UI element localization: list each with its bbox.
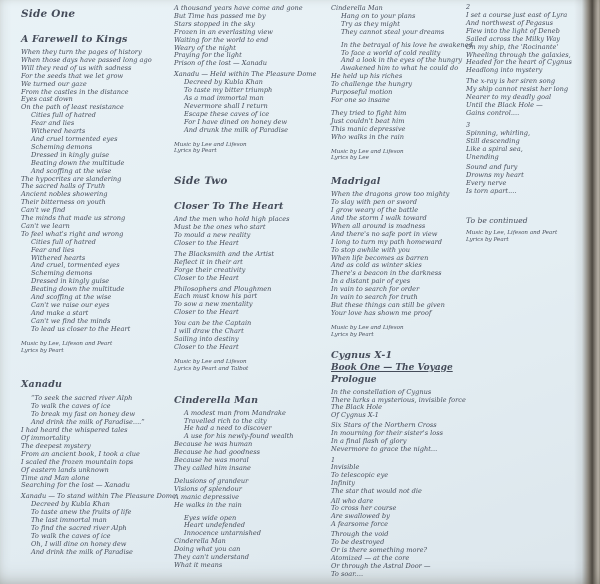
lyric-line: Cities full of hatred [31,237,96,246]
lyrics-column-3 [331,5,473,579]
lyric-line: When all around is madness [331,221,426,230]
lyric-line: Your love has shown me proof [331,308,432,317]
lyric-line: “To seek the sacred river Alph [31,394,133,403]
lyric-line: I scaled the frozen mountain tops [21,457,134,466]
lyric-line: The hypocrites are slandering [21,174,122,183]
stanza [174,320,316,352]
lyric-line: The x-ray is her siren song [466,77,556,86]
stanza [331,389,473,421]
lyric-line: They cannot steal your dreams [341,27,445,36]
lyric-line: Their bitterness on youth [21,198,106,207]
lyric-line: Can't we find [21,206,66,215]
lyric-line: There's a beacon in the darkness [331,269,442,278]
song-title-cinderella-man: Cinderella Man [174,394,259,406]
lyric-line: Flew into the light of Deneb [466,26,560,35]
lyric-line: And the men who hold high places [174,215,290,224]
lyric-line: To mould a new reality [174,231,251,240]
credit-line: Lyrics by Peart and Talbot [174,365,249,372]
lyric-line: And there's no safe port in view [331,229,438,238]
lyric-line: For I have dined on honey dew [184,117,288,126]
lyric-line: Beating down the multitude [31,158,125,167]
lyric-line: Can't we raise our eyes [31,301,110,309]
lyric-line: What it means [174,560,223,569]
stanza [331,498,473,530]
lyric-line: The deepest mystery [21,441,91,450]
lyric-line: And scoffing at the wise [31,293,112,302]
lyric-line: Waiting for the world to end [174,35,269,44]
song-title-madrigal: Madrigal [331,176,381,188]
lyric-line: From an ancient book, I took a clue [21,449,140,458]
to-be-continued-note: To be continued [466,216,528,226]
lyrics-column-1 [21,8,176,557]
lyric-line: But these things can still be given [331,301,445,309]
lyric-line: This manic depressive [331,124,406,133]
credit-line: Music by Lee and Lifeson [331,148,404,155]
lyric-line: When they turn the pages of history [21,48,142,56]
lyric-line: There lurks a mysterious, invisible force [331,395,466,404]
lyric-line: In mourning for their sister's loss [331,429,444,438]
lyric-line: Of eastern lands unknown [21,465,109,474]
lyric-line: Are swallowed by [331,512,390,521]
lyric-line: Atomized — at the core [331,553,410,562]
lyric-line: To stop awhile with you [331,245,410,254]
credit-line: Music by Lee and Lifeson [174,358,247,365]
lyric-line: And drunk the milk of Paradise [184,125,289,134]
lyric-line: And drink the milk of Paradise....” [31,418,145,427]
lyric-line: Every nerve [466,179,507,188]
lyric-line: Like a spiral sea, [466,144,523,153]
lyric-line: Fear and lies [31,119,75,128]
lyric-line: For one so insane [331,95,390,104]
lyric-line: They can't understand [174,553,249,562]
lyric-line: Infinity [331,478,355,487]
lyric-line: I set a course just east of Lyra [466,11,568,19]
lyric-line: In vain to search for truth [331,293,418,302]
credits-block [331,325,473,339]
credits-block [174,142,316,156]
lyric-line: In the constellation of Cygnus [331,387,432,396]
lyric-line: Spinning, whirling, [466,128,531,137]
lyric-line: And cruel tormented eyes [31,134,118,143]
lyric-line: Cinderella Man [331,4,383,12]
lyric-line: Of immortality [21,433,70,442]
stanza [21,49,176,112]
lyric-line: A use for his newly-found wealth [184,432,294,441]
song-title-closer-to-the-heart: Closer To The Heart [174,201,284,213]
credit-line: Music by Lee and Lifeson [174,141,247,148]
stanza [174,538,316,570]
lyric-line: A fearsome force [331,520,389,529]
lyric-line: Eyes cast down [21,95,73,104]
credit-line: Lyrics by Lee [331,155,369,162]
lyric-line: But Time has passed me by [174,11,266,20]
lyric-line: To challenge the hungry [331,80,413,89]
lyric-line: Who walks in the rain [331,132,405,141]
lyric-line: Prison of the lost — Xanadu [174,59,267,68]
lyric-line: Through the void [331,530,389,539]
lyric-line: Cinderella Man [174,537,226,546]
lyric-line: Beating down the multitude [31,285,125,294]
lyric-line: Each must know his part [174,292,258,301]
lyric-line: Invisible [331,462,360,471]
lyric-line: In vain to search for order [331,285,420,294]
lyric-line: Just couldn't beat him [331,116,405,125]
stanza [174,410,316,442]
stanza [331,73,473,105]
stanza [21,395,176,427]
credits-block [174,359,316,373]
stanza [174,5,316,68]
lyric-line: Closer to the Heart [174,342,239,351]
lyric-line: We turned our gaze [21,79,87,88]
song-title-cygnus-x-1: Cygnus X-1 [331,349,393,361]
lyric-line: Cities full of hatred [31,111,96,120]
lyric-line: I grow weary of the battle [331,206,419,215]
section-number-2: 2 [466,3,471,11]
lyric-line: Will they read of us with sadness [21,63,132,72]
lyric-line: My ship cannot resist her long [466,85,569,94]
lyric-line: They called him insane [174,463,251,472]
lyric-line: Visions of splendour [174,484,242,493]
lyric-line: On my ship, the 'Rocinante' [466,42,559,51]
lyric-line: Until the Black Hole — [466,100,543,109]
lyric-line: Reflect it in their art [174,257,243,266]
lyric-line: Because he was moral [174,456,249,465]
lyric-line: To find the sacred river Alph [31,523,127,532]
lyric-line: You can be the Captain [174,319,252,328]
lyric-line: When the dragons grow too mighty [331,190,450,199]
lyric-line: He had a need to discover [184,424,272,433]
lyrics-column-2 [174,5,316,570]
subtitle-prologue: Prologue [331,375,377,386]
lyric-line: Try as they might [341,19,400,28]
stanza [21,176,176,239]
stanza [174,251,316,283]
lyric-line: Xanadu — To stand within The Pleasure Dome [21,492,176,501]
stanza [21,112,176,175]
lyric-line: To sow a new mentality [174,300,253,309]
lyric-line: Eyes wide open [184,513,237,522]
lyric-line: Scheming demons [31,142,93,151]
lyric-line: Nevermore to grace the night... [331,444,438,453]
lyric-line: To soar.... [331,569,364,578]
lyric-line: And cruel, tormented eyes [31,261,120,270]
lyric-line: As a mad immortal man [184,93,264,102]
credit-line: Lyrics by Peart [21,347,64,354]
lyric-line: Praying for the light [174,51,242,60]
stanza [331,531,473,578]
lyric-line: To telescopic eye [331,470,389,479]
lyric-line: Sailed across the Milky Way [466,34,561,43]
lyric-line: And as cold as winter skies [331,261,422,270]
credit-line: Lyrics by Peart [331,331,374,338]
side-two-heading: Side Two [174,175,228,188]
lyric-line: And drink the milk of Paradise [31,547,133,556]
credit-line: Lyrics by Peart [466,236,509,243]
lyric-line: In the betrayal of his love he awakened [341,40,473,49]
lyric-line: Doing what you can [174,545,241,554]
lyric-line: And scoffing at the wise [31,166,112,175]
page-edge-shadow [574,0,600,584]
credits-block [466,230,572,244]
stanza [331,42,473,74]
lyric-line: Forge their creativity [174,265,246,274]
song-title-a-farewell-to-kings: A Farewell to Kings [21,34,128,45]
lyric-line: A manic depressive [174,492,240,501]
lyric-line: Because he had goodness [174,448,261,457]
lyrics-column-4 [466,3,572,244]
lyric-line: Searching for the lost — Xanadu [21,481,130,490]
lyric-line: Must be the ones who start [174,223,266,232]
lyric-line: Hang on to your plans [341,11,416,20]
lyric-line: Closer to the Heart [174,239,239,248]
lyric-line: And make a start [31,308,89,317]
lyric-line: Unending [466,152,499,161]
stanza [174,515,316,539]
lyric-line: Ancient nobles showering [21,190,108,199]
credit-line: Lyrics by Peart [174,148,217,155]
stanza [466,164,572,196]
stanza [174,216,316,248]
lyric-line: Gains control.... [466,108,520,117]
lyric-line: Drowns my heart [466,171,524,180]
lyric-line: Closer to the Heart [174,273,239,282]
lyric-line: Weary of the night [174,43,236,52]
lyric-line: Six Stars of the Northern Cross [331,421,437,430]
stanza [466,12,572,75]
lyric-line: To cross her course [331,504,397,513]
lyric-line: Closer to the Heart [174,308,239,317]
stanza [174,286,316,318]
lyric-line: Headed for the heart of Cygnus [466,58,572,67]
lyric-line: The minds that made us strong [21,214,126,223]
lyric-line: On the path of least resistance [21,103,124,112]
lyric-line: The sacred halls of Truth [21,182,106,191]
lyric-line: Can't we find the minds [31,316,111,325]
section-number-1: 1 [331,455,336,464]
lyric-line: Philosophers and Ploughmen [174,284,272,293]
lyric-line: To lead us closer to the Heart [31,324,131,333]
subtitle-book-one-the-voyage: Book One — The Voyage [331,362,453,373]
lyric-line: Travelled rich to the city [184,416,267,425]
lyric-line: Dressed in kingly guise [31,277,110,286]
lyric-line: In a distant pair of eyes [331,277,411,286]
lyric-line: Nearer to my deadly goal [466,93,552,102]
section-number-3: 3 [466,120,471,129]
stanza [331,191,473,318]
lyric-line: Or is there something more? [331,545,428,554]
lyric-line: Frozen in an everlasting view [174,27,273,36]
stanza [466,78,572,118]
lyric-line: Delusions of grandeur [174,476,249,485]
stanza [331,422,473,454]
lyric-line: To face a world of cold reality [341,48,441,57]
lyric-line: To taste my bitter triumph [184,86,273,95]
lyric-line: Purposeful motion [331,88,393,97]
lyric-line: Xanadu — Held within The Pleasure Dome [174,70,317,79]
stanza [21,501,176,556]
lyric-line: Nevermore shall I return [184,101,268,110]
lyric-line: Sailing into destiny [174,335,239,343]
lyric-line: Fear and lies [31,245,75,254]
credits-block [21,341,176,355]
credit-line: Music by Lee, Lifeson and Peart [21,340,113,347]
lyric-line: Stars stopped in the sky [174,19,255,28]
lyric-line: Withered hearts [31,253,86,262]
lyric-line: Of Cygnus X-1 [331,411,379,420]
lyric-line: To walk the caves of ice [31,402,111,411]
stanza [331,110,473,142]
stanza [21,427,176,490]
lyric-line: Decreed by Kubla Khan [31,500,110,509]
lyric-line: Innocence untarnished [184,529,261,538]
lyric-line: I had heard the whispered tales [21,426,128,435]
lyric-line: Awakened him to what he could do [341,64,459,73]
lyric-line: And a look in the eyes of the hungry [341,56,463,65]
lyric-line: Still descending [466,136,520,145]
lyric-line: A modest man from Mandrake [184,408,286,417]
stanza [331,13,473,37]
stanza [174,79,316,134]
lyric-line: I will draw the Chart [174,327,244,336]
lyric-line: And northwest of Pegasus [466,18,553,27]
credit-line: Music by Lee, Lifeson and Peart [466,230,558,237]
lyric-line: For the seeds that we let grow [21,71,124,80]
lyric-line: And the storm I walk toward [331,214,427,223]
lyric-line: To taste anew the fruits of life [31,508,132,517]
lyric-line: Escape these caves of ice [184,109,270,118]
lyric-line: Scheming demons [31,269,93,278]
stanza [174,478,316,510]
lyric-line: When life becomes as barren [331,253,429,262]
lyric-line: A thousand years have come and gone [174,4,303,12]
lyric-line: Heart undefended [184,521,246,530]
lyric-line: Dressed in kingly guise [31,150,110,159]
lyric-line: The last immortal man [31,516,107,525]
side-one-heading: Side One [21,8,76,20]
lyric-line: Is torn apart.... [466,187,517,196]
lyric-line: All who dare [331,496,374,505]
lyric-line: Decreed by Kubla Khan [184,78,263,87]
lyric-line: Headlong into mystery [466,66,543,75]
lyric-line: From the castles in the distance [21,87,129,96]
lyric-line: Because he was human [174,440,253,449]
lyric-line: He walks in the rain [174,500,242,509]
lyric-line: I long to turn my path homeward [331,237,442,246]
lyric-line: The Black Hole [331,403,383,412]
stanza [21,239,176,334]
lyric-line: Time and Man alone [21,473,90,482]
lyric-line: To walk the caves of ice [31,531,111,540]
stanza [174,441,316,473]
lyric-line: Oh, I will dine on honey dew [31,539,127,548]
lyric-line: Sound and fury [466,163,518,172]
lyric-line: Withered hearts [31,127,86,136]
stanza [331,464,473,496]
credits-block [331,149,473,163]
lyric-line: The star that would not die [331,486,422,495]
lyric-line: Wheeling through the galaxies, [466,50,571,59]
lyric-line: To break my fast on honey dew [31,410,136,419]
lyric-line: To be destroyed [331,538,385,547]
lyric-line: Can't we learn [21,221,70,230]
lyric-line: Or through the Astral Door — [331,561,431,570]
lyric-line: He held up his riches [331,72,403,81]
lyric-line: They tried to fight him [331,108,407,117]
stanza [466,130,572,162]
lyric-line: To slay with pen or sword [331,198,417,207]
lyric-line: The Blacksmith and the Artist [174,249,275,258]
song-title-xanadu: Xanadu [21,379,63,391]
lyric-line: To feel what's right and wrong [21,229,124,238]
lyric-line: In a final flash of glory [331,437,407,446]
lyric-line: When those days have passed long ago [21,55,152,64]
credit-line: Music by Lee and Lifeson [331,324,404,331]
